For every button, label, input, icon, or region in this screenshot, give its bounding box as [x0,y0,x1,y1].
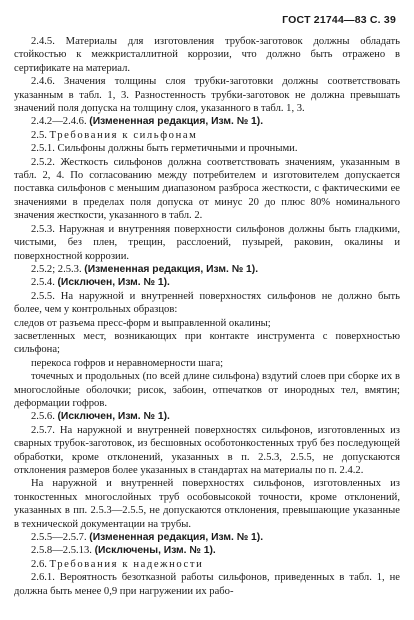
paragraph-text: На наружной и внутренней поверхностях сильфонов не должно быть более, чем у контрольных образцов: [14,290,400,316]
paragraph-number: 2.5.8—2.5.13. [31,545,92,557]
paragraph-text: Жесткость сильфонов должна соответствовать значениям, указанным в табл. 2, 4. По согласованию между потребителем и изготовителем допускается поставка сильфонов с меньшим диапазоном разброса жесткости, с фактическими ее значениями в пределах поля допуска от минус 20 до плюс 80% номинального значения жесткости, указанного в табл. 2. [14,156,401,222]
paragraph [14,263,400,276]
paragraph [14,115,400,128]
paragraph-number: 2.5.4. [31,277,55,289]
list-item-text: перекоса гофров и неравномерности шага; [31,357,224,369]
paragraph-number: 2.5.5—2.5.7. [31,532,87,544]
paragraph [14,142,400,155]
paragraph-text: На наружной и внутренней поверхностях сильфонов, изготовленных из тонкостенных многослойных труб особовысокой точности, кроме отклонений, указанных в пп. 2.5.3—2.5.5, не допускаются отклонения, превышающие указанные в технической документации на трубы. [14,478,400,530]
paragraph [14,290,400,317]
paragraph [14,424,400,478]
paragraph-number: 2.4.2—2.4.6. [31,116,87,128]
paragraph-number: 2.5.6. [31,411,55,423]
paragraph [14,156,400,223]
section-title: Требования к сильфонам [49,129,198,141]
section-title: Требования к надежности [49,558,204,570]
paragraph [14,531,400,544]
paragraph [14,35,400,75]
paragraph-number: 2.5.3. [31,223,55,235]
paragraph [14,75,400,115]
paragraph-text: Материалы для изготовления трубок-заготовок должны обладать стойкостью к межкристаллитной коррозии, что должно быть отражено в сертификате на материал. [14,36,400,74]
page-header: ГОСТ 21744—83 С. 39 [282,14,396,26]
section-heading [14,558,400,571]
paragraph [14,544,400,557]
paragraph-number: 2.5.2; 2.5.3. [31,263,82,275]
paragraph-number: 2.4.6. [31,76,55,88]
section-heading [14,129,400,142]
list-item [14,330,400,357]
paragraph-number: 2.6.1. [31,572,55,584]
list-item [14,317,400,330]
paragraph-number: 2.5.1. [31,143,55,155]
paragraph-number: 2.6. [31,558,47,570]
list-item [14,370,400,410]
list-item-text: следов от разъема пресс-форм и выправленной окалины; [14,317,271,329]
paragraph-text: Вероятность безотказной работы сильфонов, приведенных в табл. 1, не должна быть менее 0,9 при нагружении их рабо- [14,572,400,597]
paragraph-text: Наружная и внутренняя поверхности сильфонов должны быть гладкими, чистыми, без плен, трещин, расслоений, пузырей, раковин, окалины и поверхностной коррозии. [14,223,400,262]
paragraph-text: Значения толщины слоя трубки-заготовки должны соответствовать указанным в табл. 1, 3. Разностенность трубки-заготовок не должна превышать значений поля допуска на толщину слоя, указанного в табл. 1, 3. [14,76,400,115]
paragraph-number: 2.5.7. [31,424,55,436]
paragraph-number: 2.5.5. [31,290,55,302]
paragraph [14,410,400,423]
list-item [14,357,400,370]
body-text [14,35,400,598]
paragraph-text: Сильфоны должны быть герметичными и прочными. [57,143,298,155]
list-item-text: точечных и продольных (по всей длине сильфона) вздутий слоев при сборке их в многослойные оболочки; рисок, забоин, отпечатков от инородных тел, вмятин; деформации гофров. [14,371,400,409]
amendment-note: (Измененная редакция, Изм. № 1). [84,263,259,275]
paragraph [14,276,400,289]
amendment-note: (Измененная редакция, Изм. № 1). [89,116,264,128]
amendment-note: (Измененная редакция, Изм. № 1). [89,532,264,544]
paragraph [14,571,400,598]
list-item-text: засветленных мест, возникающих при контакте инструмента с поверхностью сильфона; [14,330,400,356]
paragraph-number: 2.5. [31,129,47,141]
amendment-note: (Исключены, Изм. № 1). [94,545,216,557]
paragraph [14,477,400,531]
paragraph-text: На наружной и внутренней поверхностях сильфонов, изготовленных из сварных трубок-заготовок, из бесшовных особотонкостенных труб без последующей обработки, кроме отклонений, указанных в п. 2.5.3, 2.5.5, не допускаются отклонения размеров более указанных в стандартах на материалы по п. 2.4.2. [14,424,400,476]
paragraph-number: 2.5.2. [31,156,55,168]
amendment-note: (Исключен, Изм. № 1). [57,277,170,289]
paragraph-number: 2.4.5. [31,36,55,47]
amendment-note: (Исключен, Изм. № 1). [57,411,170,423]
paragraph [14,223,400,263]
